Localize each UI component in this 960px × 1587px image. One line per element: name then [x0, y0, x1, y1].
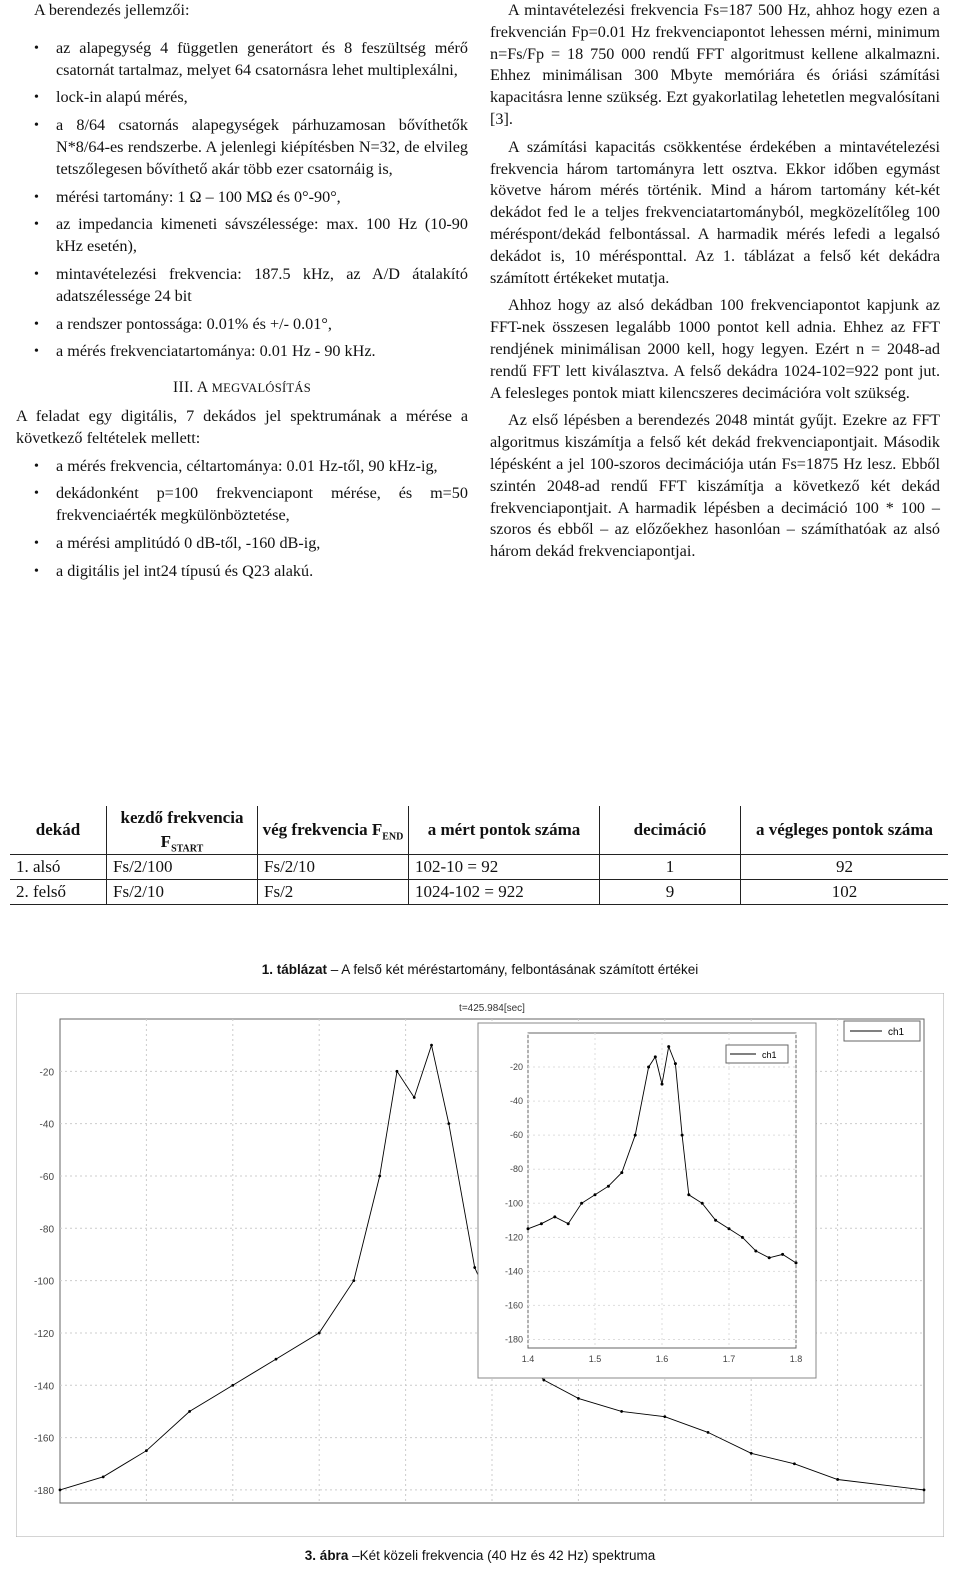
table-cell: 9: [600, 880, 741, 905]
data-point: [634, 1134, 637, 1137]
table-caption-label: 1. táblázat: [261, 962, 328, 977]
y-tick-label: -80: [39, 1224, 54, 1236]
paragraph: A számítási kapacitás csökkentése érdekében a mintavételezési frekvencia három tartományra lett osztva. Ekkor időben egymást követve három mérés történik. Mind a három tartomány két-két dekádot fed le a teljes frekvenciatartományból, megközelítőleg 100 méréspont/dekád felbontással. A harmadik mérés lefedi a legalsó dekádot is, 10 mérésponttal. Az 1. táblázat a felső két dekádra számított értékeket mutatja.: [490, 137, 940, 287]
data-point: [352, 1279, 355, 1282]
list-item: • a 8/64 csatornás alapegységek párhuzamosan bővíthetők N*8/64-es rendszerbe. A jelenlegi kiépítésben N=32, de elvileg tetszőlegesen bővíthető akár több ezer csatornáig is,: [56, 115, 468, 180]
y-tick-label: -20: [509, 1062, 523, 1073]
table-row: [10, 855, 948, 880]
data-point: [923, 1489, 926, 1492]
y-tick-label: -40: [509, 1096, 523, 1107]
data-point: [687, 1193, 690, 1196]
features-heading: A berendezés jellemzői:: [34, 1, 190, 19]
y-tick-label: -60: [39, 1171, 54, 1183]
legend-label: ch1: [762, 1050, 777, 1060]
data-point: [674, 1062, 677, 1065]
y-tick-label: -140: [504, 1266, 523, 1277]
data-point: [754, 1249, 757, 1252]
section-heading: [16, 377, 468, 400]
data-point: [707, 1431, 710, 1434]
y-tick-label: -100: [33, 1276, 54, 1288]
y-tick-label: -160: [504, 1300, 523, 1311]
spectrum-chart: [16, 993, 944, 1537]
table-caption: [0, 962, 960, 977]
data-point: [654, 1055, 657, 1058]
data-point: [542, 1379, 545, 1382]
data-point: [795, 1261, 798, 1264]
data-point: [231, 1384, 234, 1387]
data-point: [577, 1397, 580, 1400]
data-point: [607, 1185, 610, 1188]
x-tick-label: 1.6: [655, 1354, 669, 1364]
header-subscript: START: [171, 843, 204, 855]
data-point: [741, 1236, 744, 1239]
figure-caption-text: –Két közeli frekvencia (40 Hz és 42 Hz) spektruma: [348, 1548, 656, 1563]
section-title: MEGVALÓSÍTÁS: [211, 381, 311, 396]
y-tick-label: -20: [39, 1067, 54, 1079]
header-text: kezdő frekvencia F: [120, 808, 244, 851]
table-header-row: [10, 806, 948, 855]
data-point: [647, 1066, 650, 1069]
y-tick-label: -60: [509, 1130, 523, 1141]
list-item: • a mérési amplitúdó 0 dB-től, -160 dB-ig,: [56, 533, 468, 555]
data-point: [318, 1332, 321, 1335]
data-point: [580, 1202, 583, 1205]
list-item: • mintavételezési frekvencia: 187.5 kHz, az A/D átalakító adatszélessége 24 bit: [56, 264, 468, 308]
y-tick-label: -180: [504, 1334, 523, 1345]
data-point: [768, 1256, 771, 1259]
data-point: [473, 1266, 476, 1269]
data-point: [567, 1222, 570, 1225]
table-header: a végleges pontok száma: [741, 806, 949, 855]
x-tick-label: 1.4: [521, 1354, 535, 1364]
data-point: [553, 1215, 556, 1218]
chart-title: t=425.984[sec]: [459, 1003, 525, 1014]
data-point: [781, 1253, 784, 1256]
y-tick-label: -140: [33, 1381, 54, 1393]
legend-label: ch1: [888, 1027, 905, 1038]
figure-caption: [0, 1548, 960, 1563]
data-point: [661, 1083, 664, 1086]
paragraph: A mintavételezési frekvencia Fs=187 500 Hz, ahhoz hogy ezen a frekvencián Fp=0.01 Hz frekvenciapontot lehessen mérni, minimum n=Fs/Fp = 18 750 000 rendű FFT algoritmust kellene alkalmazni. Ehhez minimálisan 300 Mbyte memóriára és óriási számítási kapacitásra lenne szükség. Ezt gyakorlatilag lehetetlen megvalósítani [3].: [490, 1, 940, 128]
right-column: [490, 0, 940, 563]
list-item: • a mérés frekvencia, céltartománya: 0.01 Hz-től, 90 kHz-ig,: [56, 456, 468, 478]
header-text: vég frekvencia F: [262, 820, 383, 839]
data-point: [836, 1478, 839, 1481]
data-point: [527, 1227, 530, 1230]
data-point: [396, 1070, 399, 1073]
paragraph: Ahhoz hogy az alsó dekádban 100 frekvenciapontot kapjunk az FFT-nek összesen legalább 1000 pontot kell adnia. Ehhez az FFT rendjének minimálisan 2000 kell, hogy legyen. Ezért n = 2048-ad rendű FFT lett kiválasztva. A felső dekádra 1024-102=922 pont jut. A felesleges pontok miatt kilencszeres decimációra volt szükség.: [490, 296, 940, 402]
table-header: a mért pontok száma: [409, 806, 600, 855]
table-header: decimáció: [600, 806, 741, 855]
list-item: • az impedancia kimeneti sávszélessége: max. 100 Hz (10-90 kHz esetén),: [56, 214, 468, 258]
data-point: [413, 1096, 416, 1099]
condition-list: [16, 456, 468, 583]
y-tick-label: -160: [33, 1433, 54, 1445]
list-item: • az alapegység 4 független generátort és 8 feszültség mérő csatornát tartalmaz, melyet 64 csatornásra lehet multiplexálni,: [56, 38, 468, 82]
data-point: [275, 1358, 278, 1361]
section-number: III. A: [173, 379, 212, 397]
feature-list: [16, 38, 468, 363]
left-column: [16, 0, 468, 589]
intro-paragraph: A feladat egy digitális, 7 dekádos jel spektrumának a mérése a következő feltételek mellett:: [16, 406, 468, 447]
list-item: • a mérés frekvenciatartománya: 0.01 Hz - 90 kHz.: [56, 341, 468, 363]
table-cell: 102-10 = 92: [409, 855, 600, 880]
table-cell: 1024-102 = 922: [409, 880, 600, 905]
table-cell: Fs/2/10: [107, 880, 258, 905]
y-tick-label: -120: [33, 1328, 54, 1340]
list-item: • lock-in alapú mérés,: [56, 87, 468, 109]
data-point: [667, 1045, 670, 1048]
x-tick-label: 1.5: [588, 1354, 602, 1364]
data-point: [594, 1193, 597, 1196]
table-cell: Fs/2/100: [107, 855, 258, 880]
table-header: [107, 806, 258, 855]
data-point: [728, 1227, 731, 1230]
data-point: [188, 1410, 191, 1413]
paragraph: Az első lépésben a berendezés 2048 mintát gyűjt. Ezekre az FFT algoritmus kiszámítja a felső két dekád frekvenciapontjait. Második lépésként a jel 100-szoros decimációja után Fs=1875 Hz lesz. Ebből szintén 2048-ad rendű FFT kiszámítja a következő két dekád frekvenciapontjait. A harmadik lépésben a decimáció 100 * 100 –szoros és ebből – az előzőekhez hasonlóan – számíthatóak az alsó három dekád frekvenciapontjai.: [490, 411, 940, 561]
y-tick-label: -180: [33, 1485, 54, 1497]
data-point: [447, 1122, 450, 1125]
table-header: [258, 806, 409, 855]
table-cell: 1: [600, 855, 741, 880]
x-tick-label: 1.8: [789, 1354, 803, 1364]
y-tick-label: -100: [504, 1198, 523, 1209]
data-point: [701, 1202, 704, 1205]
data-point: [714, 1219, 717, 1222]
inset-plot-area: [528, 1033, 796, 1348]
y-tick-label: -80: [509, 1164, 523, 1175]
table-caption-text: – A felső két méréstartomány, felbontásának számított értékei: [327, 962, 699, 977]
list-item: • a rendszer pontossága: 0.01% és +/- 0.01°,: [56, 314, 468, 336]
data-point: [102, 1475, 105, 1478]
data-point: [663, 1415, 666, 1418]
list-item: • dekádonként p=100 frekvenciapont mérése, és m=50 frekvenciaérték megkülönböztetése,: [56, 483, 468, 527]
header-subscript: END: [382, 831, 404, 843]
table-cell: 102: [741, 880, 949, 905]
figure-caption-label: 3. ábra: [304, 1548, 349, 1563]
table-row: [10, 880, 948, 905]
table-header: dekád: [10, 806, 107, 855]
table-cell: 92: [741, 855, 949, 880]
data-point: [681, 1134, 684, 1137]
results-table: [10, 806, 948, 905]
list-item: • mérési tartomány: 1 Ω – 100 MΩ és 0°-90°,: [56, 187, 468, 209]
data-point: [620, 1171, 623, 1174]
table-cell: Fs/2/10: [258, 855, 409, 880]
data-point: [540, 1222, 543, 1225]
data-point: [59, 1489, 62, 1492]
data-point: [750, 1452, 753, 1455]
data-point: [378, 1175, 381, 1178]
y-tick-label: -40: [39, 1119, 54, 1131]
data-point: [430, 1044, 433, 1047]
data-point: [793, 1462, 796, 1465]
table-cell: 1. alsó: [10, 855, 107, 880]
data-point: [620, 1410, 623, 1413]
list-item: • a digitális jel int24 típusú és Q23 alakú.: [56, 561, 468, 583]
data-point: [145, 1449, 148, 1452]
table-cell: Fs/2: [258, 880, 409, 905]
y-tick-label: -120: [504, 1232, 523, 1243]
x-tick-label: 1.7: [722, 1354, 736, 1364]
table-cell: 2. felső: [10, 880, 107, 905]
